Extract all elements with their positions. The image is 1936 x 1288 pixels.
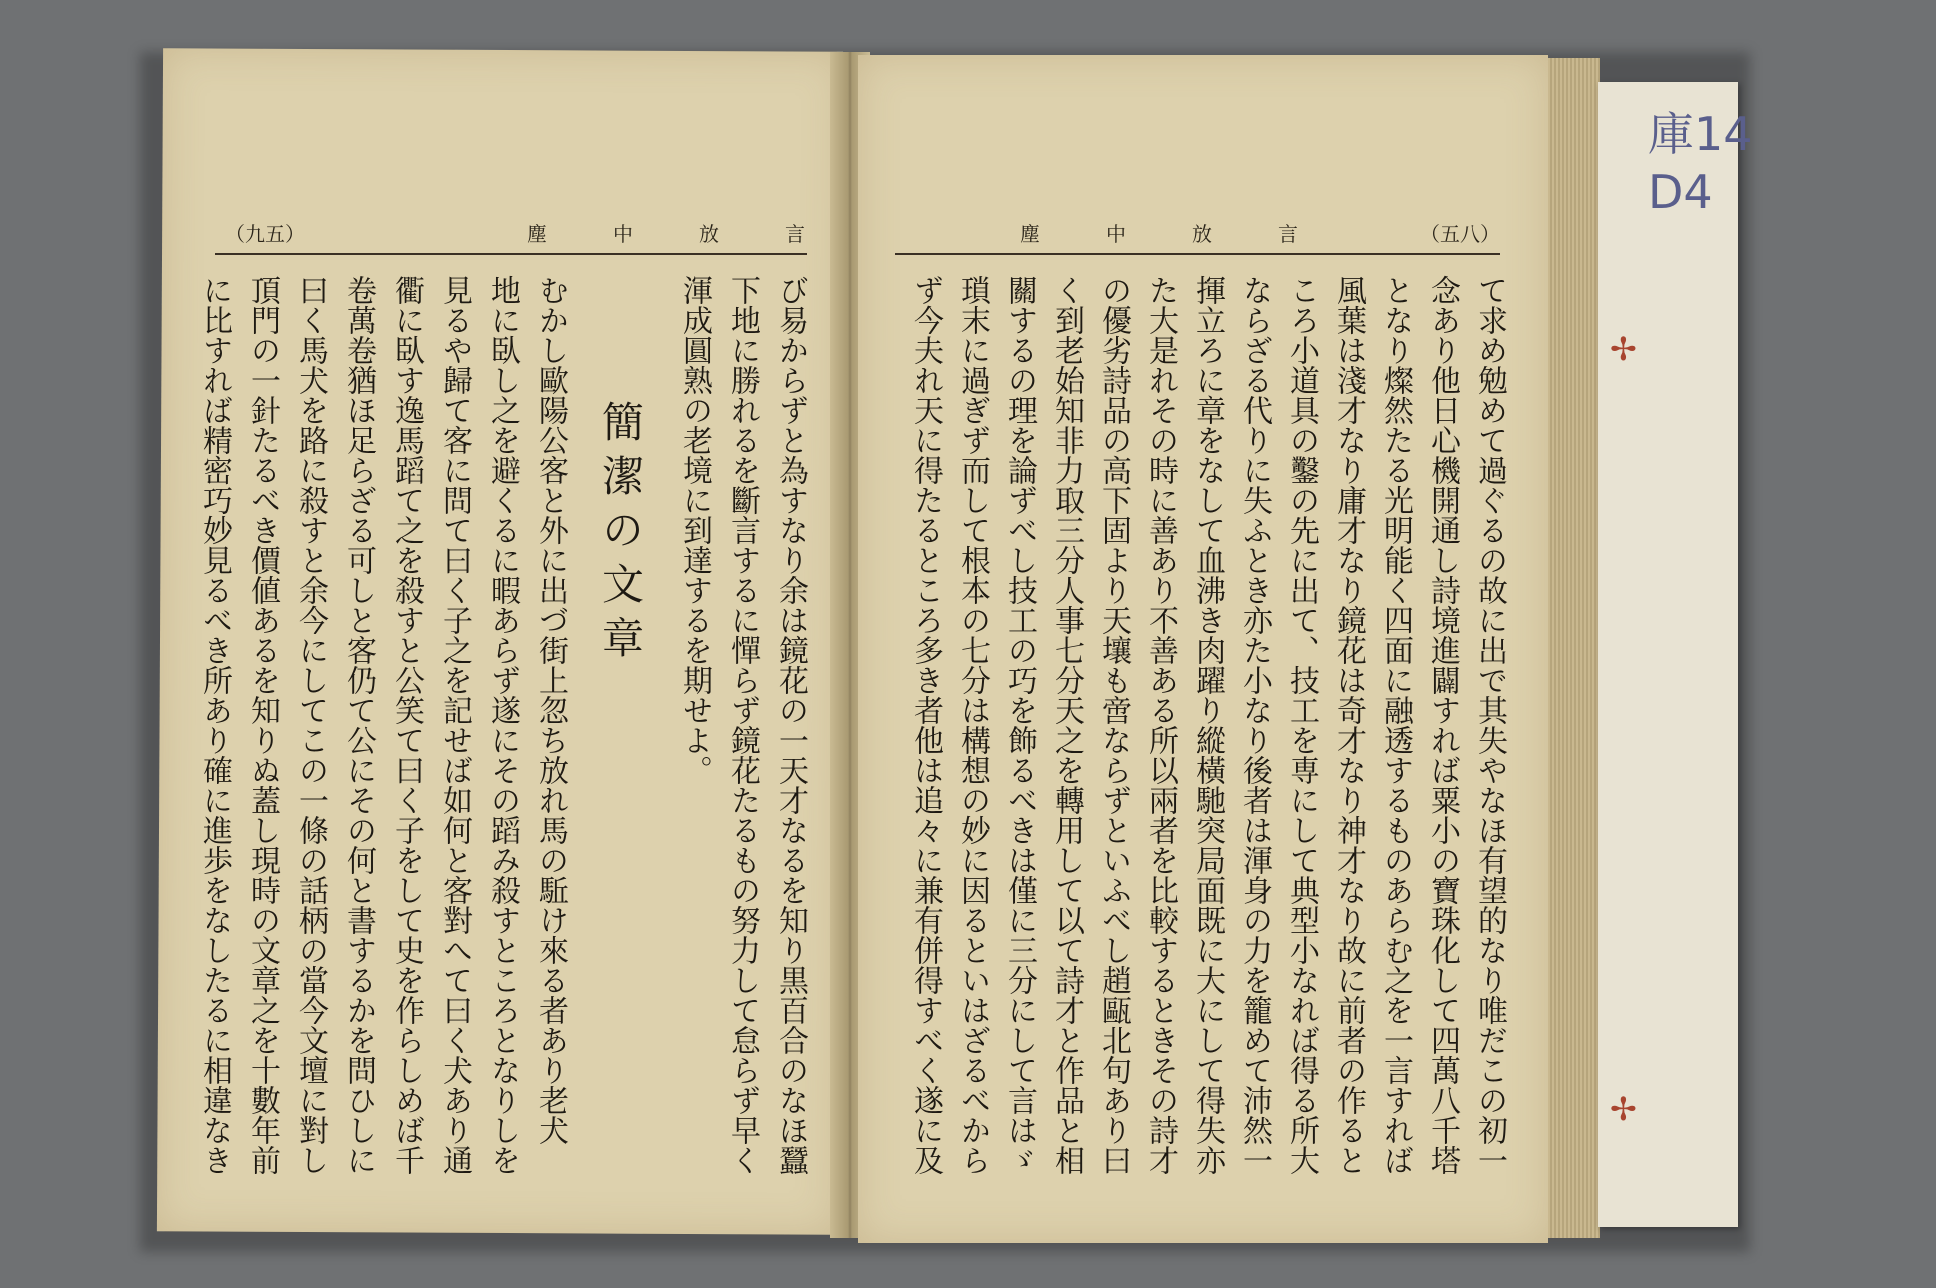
- right-body-column: て求め勉めて過ぐるの故に出で其失やなほ有望的なり唯だこの初一: [1472, 275, 1507, 1175]
- left-running-title: 塵中放言: [527, 222, 871, 246]
- left-text-column-1: び易からずと為すなり余は鏡花の一天才なるを知り黒百合のなほ蠶: [773, 275, 808, 1175]
- left-body-column: 卷萬卷猶ほ足らざる可しと客仍て公にその何と書するかを問ひしに: [341, 275, 376, 1175]
- slip-ornament-icon: ✢: [1610, 1090, 1637, 1128]
- left-text-column-2: 下地に勝れるを斷言するに憚らず鏡花たるもの努力して怠らず早く: [725, 275, 760, 1175]
- right-body-column: 瑣末に過ぎず而して根本の七分は構想の妙に因るといはざるべから: [955, 275, 990, 1175]
- right-body-column: となり燦然たる光明能く四面に融透するものあらむ之を一言すれば: [1378, 275, 1413, 1175]
- left-page-number: （九五）: [225, 222, 305, 246]
- right-body-column: 風葉は淺才なり庸才なり鏡花は奇才なり神才なり故に前者の作ると: [1331, 275, 1366, 1175]
- left-body-column: 頂門の一針たるべき價値あるを知りぬ蓋し現時の文章之を十數年前: [245, 275, 280, 1175]
- left-body-column: 地に臥し之を避くるに暇あらず遂にその蹈み殺すところとなりしを: [485, 275, 520, 1175]
- right-body-column: ならざる代りに失ふとき亦た小なり後者は渾身の力を籠めて沛然一: [1237, 275, 1272, 1175]
- left-body-column: 衢に臥す逸馬蹈て之を殺すと公笑て曰く子をして史を作らしめば千: [389, 275, 424, 1175]
- right-body-column: ころ小道具の鑿の先に出て、技工を専にして典型小なれば得る所大: [1284, 275, 1319, 1175]
- left-body-column: 見るや歸て客に問て曰く子之を記せば如何と客對へて曰く犬あり通: [437, 275, 472, 1175]
- right-head-rule: [895, 253, 1500, 255]
- right-body-column: の優劣詩品の高下固より天壤も啻ならずといふべし趙甌北句あり曰: [1096, 275, 1131, 1175]
- left-body-column: に比すれば精密巧妙見るべき所あり確に進歩をなしたるに相違なき: [197, 275, 232, 1175]
- left-body-column: むかし歐陽公客と外に出づ街上忽ち放れ馬の駈け來る者あり老犬: [533, 275, 568, 1145]
- right-body-column: 揮立ろに章をなして血沸き肉躍り縱橫馳突局面既に大にして得失亦: [1190, 275, 1225, 1175]
- library-slip-label: 庫14 D4: [1648, 107, 1753, 219]
- left-running-head: [225, 218, 871, 247]
- right-page-number: （五八）: [1420, 222, 1500, 246]
- right-body-column: 念あり他日心機開通し詩境進闢すれば粟小の寶珠化して四萬八千塔: [1425, 275, 1460, 1175]
- left-head-rule: [215, 253, 807, 255]
- right-body-column: く到老始知非力取三分人事七分天之を轉用して以て詩才と作品と相: [1049, 275, 1084, 1175]
- slip-ornament-icon: ✢: [1610, 330, 1637, 368]
- left-text-column-3: 渾成圓熟の老境に到達するを期せよ。: [677, 275, 712, 785]
- right-body-column: ず今夫れ天に得たるところ多き者他は追々に兼有併得すべく遂に及: [908, 275, 943, 1175]
- right-body-column: 關するの理を論ずべし技工の巧を飾るべきは僅に三分にして言はゞ: [1002, 275, 1037, 1175]
- right-body-column: た大是れその時に善あり不善ある所以兩者を比較するときその詩才: [1143, 275, 1178, 1175]
- right-running-head: [1020, 218, 1500, 247]
- section-title: 簡潔の文章: [596, 400, 645, 670]
- left-body-column: 曰く馬犬を路に殺すと余今にしてこの一條の話柄の當今文壇に對し: [293, 275, 328, 1175]
- library-slip: [1598, 82, 1753, 1227]
- page-edges: [1548, 58, 1600, 1238]
- right-running-title: 塵中放言: [1020, 222, 1364, 246]
